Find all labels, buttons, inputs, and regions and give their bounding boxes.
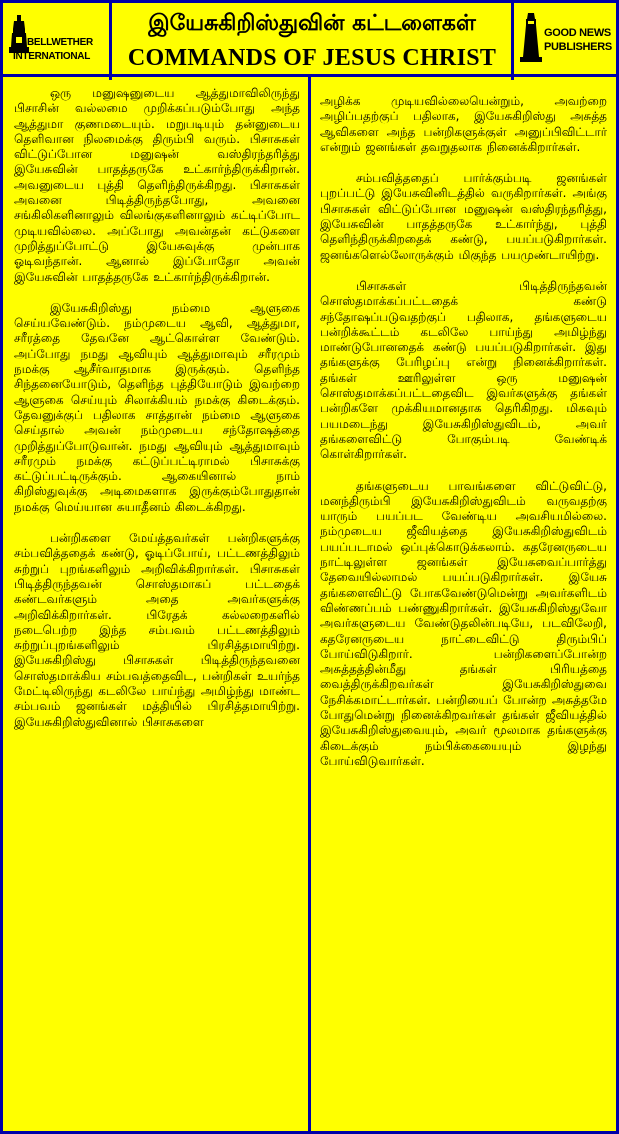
paragraph: இயேசுகிறிஸ்து நம்மை ஆளுகை செய்யவேண்டும். நம்முடைய ஆவி, ஆத்துமா, சரீரத்தை தேவனே ஆட்கொள்ள வேண்டும். அப்போது நமது ஆவியும் ஆத்துமாவும் சரீரமும் நமக்கு ஆசீர்வாதமாக இருக்கும். தெளிந்த சிந்தனையோடும், தெளிந்த புத்தியோடும் இவற்றை ஆளுகை செய்யும் சிலாக்கியம் நமக்கு கிடைக்கும். தேவனுக்குப் பதிலாக சாத்தான் நம்மை ஆளுகை செய்தால் அவன் நம்முடைய சந்தோஷத்தை முறித்துப்போடுவான். நமது ஆவியும் ஆத்துமாவும் சரீரமும் நமக்கு கட்டுப்பட்டிராமல் பிசாசுக்கு கட்டுப்பட்டிருக்கும். ஆகையினால் நாம் கிறிஸ்துவுக்கு அடிமைகளாக இருக்கும்போதுதான் நமக்கு மெய்யான சுயாதீனம் கிடைக்கிறது. xyxy=(14,300,300,514)
right-column xyxy=(320,94,607,785)
left-logo-line1: BELLWETHER xyxy=(27,37,93,48)
column-divider xyxy=(308,77,311,1134)
left-column xyxy=(14,86,300,746)
right-logo-line1: GOOD NEWS xyxy=(544,27,611,39)
header-divider-right xyxy=(511,3,514,80)
good-news-logo xyxy=(518,11,618,71)
left-logo-line2: INTERNATIONAL xyxy=(13,51,91,62)
header xyxy=(0,0,619,77)
paragraph: பன்றிகளை மேய்த்தவர்கள் பன்றிகளுக்கு சம்பவித்ததைக் கண்டு, ஓடிப்போய், பட்டணத்திலும் சுற்றுப் புறங்களிலும் அறிவிக்கிறார்கள். பிசாசுகள் பிடித்திருந்தவன் சொஸ்தமாகப் பட்டதைக் கண்டவர்களும் அதை அவர்களுக்கு அறிவிக்கிறார்கள். பிரேதக் கல்லறைகளில் நடைபெற்ற இந்த சம்பவம் பட்டணத்திலும் சுற்றுப்புறங்களிலும் பிரசித்தமாயிற்று. இயேசுகிறிஸ்து பிசாசுகள் பிடித்திருந்தவனை சொஸ்தமாக்கிய சம்பவத்தைவிட, பன்றிகள் உயர்ந்த மேட்டிலிருந்து கடலிலே பாய்ந்து அமிழ்ந்து மாண்ட சம்பவம் ஜனங்கள் மத்தியில் பிரசித்தமாயிற்று. இயேசுகிறிஸ்துவினால் பிசாசுகளை xyxy=(14,531,300,729)
paragraph: பிசாசுகள் பிடித்திருந்தவன் சொஸ்தமாக்கப்பட்டதைக் கண்டு சந்தோஷப்படுவதற்குப் பதிலாக, தங்களுடைய பன்றிக்கூட்டம் கடலிலே பாய்ந்து அமிழ்ந்து மாண்டுபோனதைக் கண்டு பயப்படுகிறார்கள். இது தங்களுக்கு பேரிழப்பு என்று நினைக்கிறார்கள். தங்கள் ஊரிலுள்ள ஒரு மனுஷன் சொஸ்தமாக்கப்பட்டதைவிட இவர்களுக்கு தங்கள் பன்றிகளே முக்கியமானதாக தெரிகிறது. மிகவும் பயமடைந்து இயேசுகிறிஸ்துவிடம், அவர் தங்களைவிட்டு போகும்படி வேண்டிக் கொள்கிறார்கள். xyxy=(320,278,607,462)
title-english: COMMANDS OF JESUS CHRIST xyxy=(127,45,497,71)
paragraph: ஒரு மனுஷனுடைய ஆத்துமாவிலிருந்து பிசாசின் வல்லமை முறிக்கப்படும்போது அந்த ஆத்துமா குணமடையும். மறுபடியும் தன்னுடைய தெளிவான நிலமைக்கு திரும்பி வரும். பிசாசுகள் விட்டுப்போன மனுஷன் வஸ்திரந்தரித்து இயேசுவின் பாதத்தருகே உட்கார்ந்திருக்கிறான். அவனுடைய புத்தி தெளிந்திருக்கிறது. பிசாசுகள் அவனை பிடித்திருந்தபோது, அவனை சங்கிலிகளினாலும் விலங்குகளினாலும் கட்டிப்போட முடியவில்லை. அப்போது அவன்தன் கட்டுகளை முறித்துப்போட்டு இயேசுவுக்கு முன்பாக ஓடிவந்தான். ஆனால் இப்போதோ அவன் இயேசுவின் பாதத்தருகே உட்கார்ந்திருக்கிறான். xyxy=(14,86,300,284)
bellwether-logo xyxy=(9,11,107,71)
paragraph: சம்பவித்ததைப் பார்க்கும்படி ஜனங்கள் புறப்பட்டு இயேசுவினிடத்தில் வருகிறார்கள். அங்கு பிசாசுகள் விட்டுப்போன மனுஷன் வஸ்திரந்தரித்து, இயேசுவின் பாதத்தருகே உட்கார்ந்து, புத்தி தெளிந்திருக்கிறதைக் கண்டு, பயப்படுகிறார்கள். ஜனங்களெல்லோருக்கும் மிகுந்த பயமுண்டாயிற்று. xyxy=(320,171,607,262)
paragraph: அழிக்க முடியவில்லையென்றும், அவற்றை அழிப்பதற்குப் பதிலாக, இயேசுகிறிஸ்து அசுத்த ஆவிகளை அந்த பன்றிகளுக்குள் அனுப்பிவிட்டார் என்றும் ஜனங்கள் தவறுதலாக நினைக்கிறார்கள். xyxy=(320,94,607,154)
lighthouse-icon xyxy=(520,13,542,63)
title-tamil: இயேசுகிறிஸ்துவின் கட்டளைகள் xyxy=(148,11,476,36)
paragraph: தங்களுடைய பாவங்களை விட்டுவிட்டு, மனந்திரும்பி இயேசுகிறிஸ்துவிடம் வருவதற்கு யாரும் பயப்பட வேண்டிய அவசியமில்லை. நம்முடைய ஜீவியத்தை இயேசுகிறிஸ்துவிடம் பயப்படாமல் ஒப்புக்கொடுக்கலாம். கதரேனருடைய நாட்டிலுள்ள ஜனங்கள் இயேசுவைப்பார்த்து தேவையில்லாமல் பயப்படுகிறார்கள். இயேசு தங்களைவிட்டு போகவேண்டுமென்று அவர்களிடம் விண்ணப்பம் பண்ணுகிறார்கள். இயேசுகிறிஸ்துவோ அவர்களுடைய வேண்டுதலின்படியே, படவிலேறி, கதரேனருடைய நாட்டைவிட்டு திரும்பிப் போய்விடுகிறார். பன்றிகளைப்போன்ற அசுத்தத்தின்மீது தங்கள் பிரியத்தை வைத்திருக்கிறவர்கள் இயேசுகிறிஸ்துவை நேசிக்கமாட்டார்கள். பன்றியைப் போன்ற அசுத்தமே போதுமென்று நினைக்கிறவர்கள் தங்கள் ஜீவியத்தில் இயேசுகிறிஸ்துவையும், அவர் மூலமாக தங்களுக்கு கிடைக்கும் நம்பிக்கையையும் இழந்து போய்விடுவார்கள். xyxy=(320,478,607,768)
header-divider-left xyxy=(109,3,112,80)
right-logo-line2: PUBLISHERS xyxy=(544,41,612,53)
